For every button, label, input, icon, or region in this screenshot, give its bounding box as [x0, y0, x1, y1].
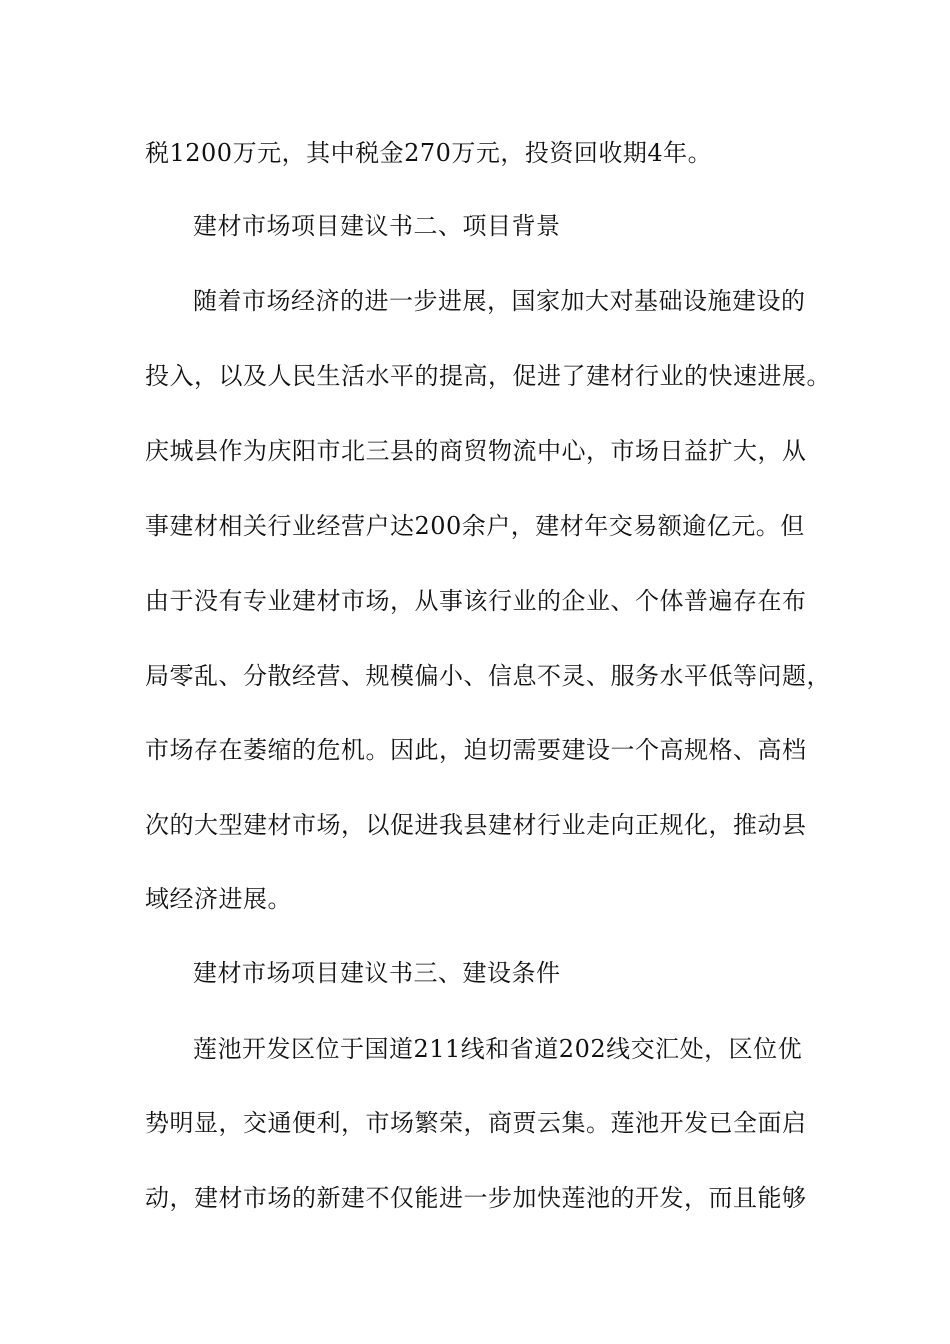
text-line-9: 市场存在萎缩的危机。因此，迫切需要建设一个高规格、高档 — [145, 736, 807, 764]
text-line-14: 势明显，交通便利，市场繁荣，商贾云集。莲池开发已全面启 — [145, 1109, 807, 1137]
section-heading-3: 建材市场项目建议书三、建设条件 — [193, 959, 561, 987]
text-line-5: 庆城县作为庆阳市北三县的商贸物流中心，市场日益扩大，从 — [145, 437, 807, 465]
section-heading-2: 建材市场项目建议书二、项目背景 — [193, 212, 561, 240]
text-line-15: 动，建材市场的新建不仅能进一步加快莲池的开发，而且能够 — [145, 1184, 807, 1212]
text-line-11: 域经济进展。 — [145, 885, 292, 913]
text-line-6: 事建材相关行业经营户达200余户，建材年交易额逾亿元。但 — [145, 512, 805, 540]
text-line-8: 局零乱、分散经营、规模偏小、信息不灵、服务水平低等问题， — [145, 662, 831, 690]
text-line-3: 随着市场经济的进一步进展，国家加大对基础设施建设的 — [193, 287, 806, 315]
text-line-4: 投入，以及人民生活水平的提高，促进了建材行业的快速进展。 — [145, 362, 831, 390]
text-line-7: 由于没有专业建材市场，从事该行业的企业、个体普遍存在布 — [145, 587, 807, 615]
text-line-1: 税1200万元，其中税金270万元，投资回收期4年。 — [145, 139, 713, 167]
text-line-13: 莲池开发区位于国道211线和省道202线交汇处，区位优 — [193, 1035, 803, 1063]
text-line-10: 次的大型建材市场，以促进我县建材行业走向正规化，推动县 — [145, 811, 807, 839]
